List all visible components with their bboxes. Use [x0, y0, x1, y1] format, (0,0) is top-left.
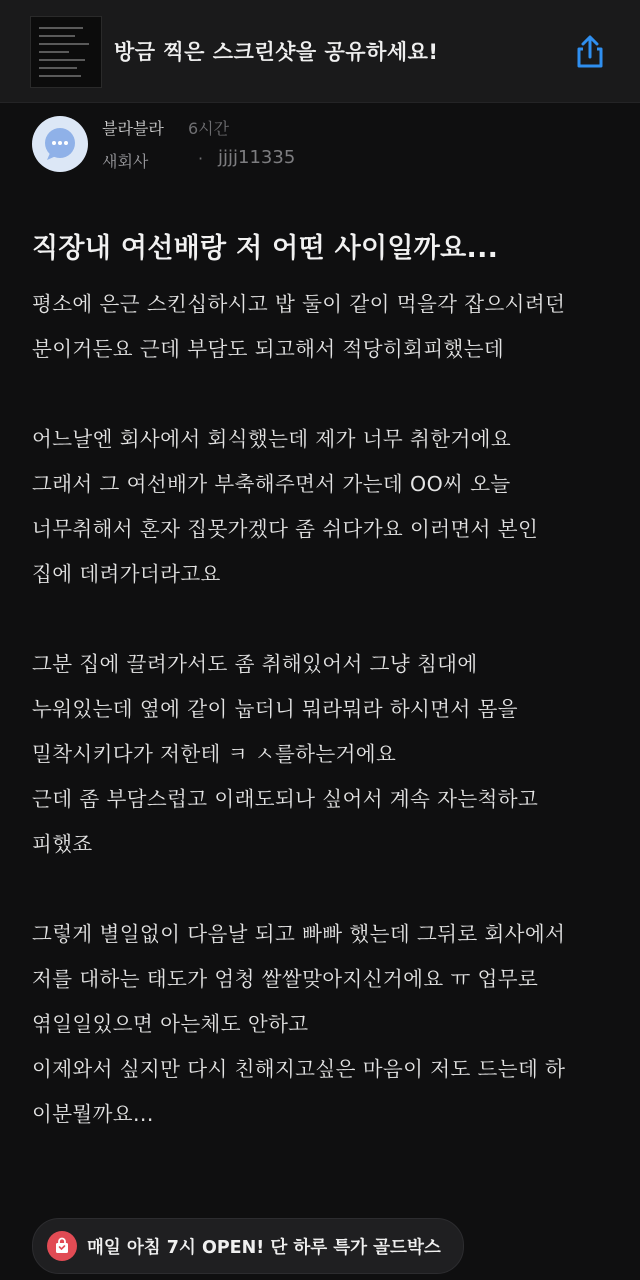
separator-dot: ·	[198, 149, 204, 168]
post-line: 누워있는데 옆에 같이 눕더니 뭐라뭐라 하시면서 몸을	[32, 697, 518, 721]
post-line: 그렇게 별일없이 다음날 되고 빠빠 했는데 그뒤로 회사에서	[32, 922, 566, 946]
author-id: jjjj11335	[218, 147, 296, 168]
shopping-bag-icon	[47, 1231, 77, 1261]
banner-text: 매일 아침 7시 OPEN! 단 하루 특가 골드박스	[87, 1237, 441, 1258]
blank-line	[32, 372, 616, 417]
post-line: 그래서 그 여선배가 부축해주면서 가는데 OO씨 오늘	[32, 472, 511, 496]
share-prompt-title: 방금 찍은 스크린샷을 공유하세요!	[114, 40, 439, 64]
post-body	[32, 282, 616, 1137]
post-line: 그분 집에 끌려가서도 좀 취해있어서 그냥 침대에	[32, 652, 478, 676]
author-info	[32, 116, 612, 180]
post-line: 너무취해서 혼자 집못가겠다 좀 쉬다가요 이러면서 본인	[32, 517, 539, 541]
avatar[interactable]	[32, 116, 88, 172]
blank-line	[32, 597, 616, 642]
chat-bubble-icon	[32, 116, 88, 172]
post-line: 어느날엔 회사에서 회식했는데 제가 너무 취한거에요	[32, 427, 512, 451]
post-line: 분이거든요 근데 부담도 되고해서 적당히회피했는데	[32, 337, 505, 361]
blank-line	[32, 867, 616, 912]
share-icon	[570, 32, 610, 72]
post-line: 피했죠	[32, 832, 93, 856]
author-name[interactable]: 블라블라	[102, 119, 164, 138]
post-line: 근데 좀 부담스럽고 이래도되나 싶어서 계속 자는척하고	[32, 787, 539, 811]
author-company[interactable]: 새회사	[102, 152, 149, 171]
top-bar	[0, 0, 640, 103]
screenshot-thumbnail[interactable]	[30, 16, 102, 88]
share-button[interactable]	[570, 32, 610, 72]
post-line: 집에 데려가더라고요	[32, 562, 221, 586]
post-line: 저를 대하는 태도가 엄청 쌀쌀맞아지신거에요 ㅠ 업무로	[32, 967, 539, 991]
ad-banner[interactable]	[32, 1218, 464, 1274]
post-title: 직장내 여선배랑 저 어떤 사이일까요...	[32, 233, 499, 264]
post-line: 평소에 은근 스킨십하시고 밥 둘이 같이 먹을각 잡으시려던	[32, 292, 566, 316]
post-time: 6시간	[188, 119, 230, 138]
post-line: 엮일일있으면 아는체도 안하고	[32, 1012, 309, 1036]
post-line: 이분뭘까요...	[32, 1102, 154, 1126]
post-line: 밀착시키다가 저한테 ㅋ ㅅ를하는거에요	[32, 742, 397, 766]
post-line: 이제와서 싶지만 다시 친해지고싶은 마음이 저도 드는데 하	[32, 1057, 566, 1081]
